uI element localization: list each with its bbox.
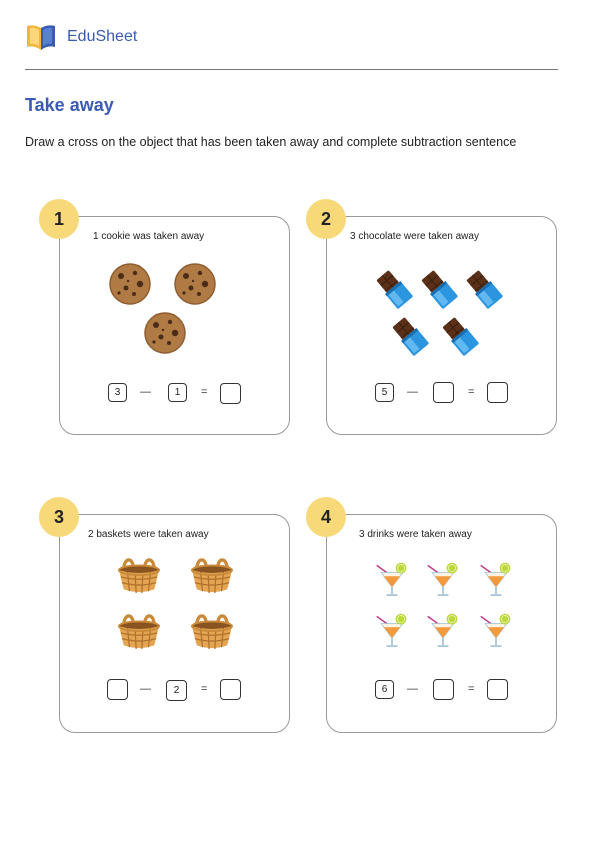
- page-title: Take away: [25, 95, 114, 115]
- cocktail-drink-icon[interactable]: [425, 558, 461, 598]
- exercise-card-2: [326, 216, 557, 435]
- minus-sign: —: [407, 683, 418, 695]
- result-box[interactable]: [487, 382, 508, 403]
- exercise-number-badge: 3: [39, 497, 79, 537]
- chocolate-bar-icon[interactable]: [419, 269, 459, 309]
- basket-icon[interactable]: [189, 553, 235, 595]
- basket-icon[interactable]: [116, 553, 162, 595]
- subtrahend-box[interactable]: [433, 382, 454, 403]
- cocktail-drink-icon[interactable]: [425, 609, 461, 649]
- cocktail-drink-icon[interactable]: [374, 558, 410, 598]
- header-divider: [25, 69, 558, 70]
- exercise-caption: 3 drinks were taken away: [359, 529, 472, 540]
- chocolate-bar-icon[interactable]: [440, 316, 480, 356]
- cocktail-drink-icon[interactable]: [478, 609, 514, 649]
- exercise-card-3: [59, 514, 290, 733]
- result-box[interactable]: [220, 679, 241, 700]
- subtrahend-box[interactable]: [433, 679, 454, 700]
- exercise-card-1: [59, 216, 290, 435]
- equals-sign: =: [201, 683, 208, 695]
- exercise-number-badge: 2: [306, 199, 346, 239]
- chocolate-bar-icon[interactable]: [390, 316, 430, 356]
- result-box[interactable]: [220, 383, 241, 404]
- minuend-box[interactable]: 5: [375, 383, 394, 402]
- subtrahend-box[interactable]: 2: [166, 680, 187, 701]
- exercise-caption: 3 chocolate were taken away: [350, 231, 479, 242]
- open-book-icon: [25, 22, 57, 52]
- cocktail-drink-icon[interactable]: [374, 609, 410, 649]
- minuend-box[interactable]: 6: [375, 680, 394, 699]
- exercise-number-badge: 4: [306, 497, 346, 537]
- subtrahend-box[interactable]: 1: [168, 383, 187, 402]
- cookie-icon[interactable]: [143, 311, 187, 355]
- chocolate-bar-icon[interactable]: [464, 269, 504, 309]
- equals-sign: =: [468, 683, 475, 695]
- minus-sign: —: [140, 683, 151, 695]
- minus-sign: —: [140, 386, 151, 398]
- exercise-card-4: [326, 514, 557, 733]
- exercise-caption: 1 cookie was taken away: [93, 231, 205, 242]
- minuend-box[interactable]: 3: [108, 383, 127, 402]
- brand-name: EduSheet: [67, 28, 138, 45]
- header: [25, 20, 137, 54]
- cookie-icon[interactable]: [108, 262, 152, 306]
- equals-sign: =: [468, 386, 475, 398]
- basket-icon[interactable]: [116, 609, 162, 651]
- equals-sign: =: [201, 386, 208, 398]
- minus-sign: —: [407, 386, 418, 398]
- minuend-box[interactable]: [107, 679, 128, 700]
- chocolate-bar-icon[interactable]: [374, 269, 414, 309]
- cocktail-drink-icon[interactable]: [478, 558, 514, 598]
- cookie-icon[interactable]: [173, 262, 217, 306]
- exercise-number-badge: 1: [39, 199, 79, 239]
- instructions: Draw a cross on the object that has been taken away and complete subtraction sentence: [25, 135, 517, 149]
- basket-icon[interactable]: [189, 609, 235, 651]
- result-box[interactable]: [487, 679, 508, 700]
- exercise-caption: 2 baskets were taken away: [88, 529, 209, 540]
